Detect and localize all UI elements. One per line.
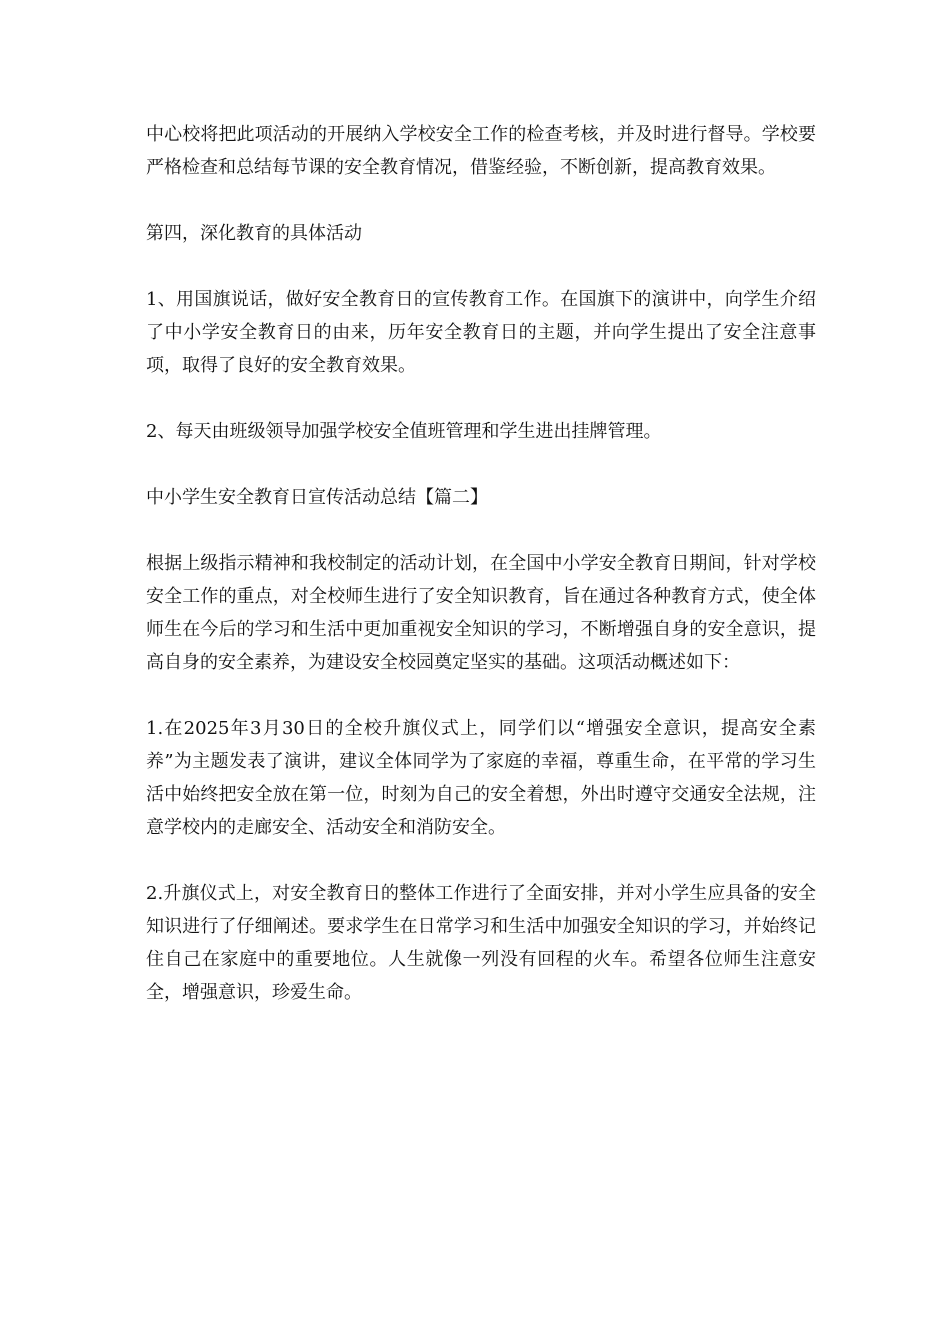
section-heading-activities: 第四，深化教育的具体活动: [146, 223, 362, 244]
article-title-part-two: 中小学生安全教育日宣传活动总结【篇二】: [146, 487, 488, 508]
paragraph-inspection: 中心校将把此项活动的开展纳入学校安全工作的检查考核，并及时进行督导。学校要严格检查和总结每节课的安全教育情况，借鉴经验，不断创新，提高教育效果。: [146, 124, 816, 178]
paragraph-item-1: 1.在2025年3月30日的全校升旗仪式上，同学们以“增强安全意识，提高安全素养”为主题发表了演讲，建议全体同学为了家庭的幸福，尊重生命，在平常的学习生活中始终把安全放在第一位，时刻为自己的安全着想，外出时遵守交通安全法规，注意学校内的走廊安全、活动安全和消防安全。: [146, 718, 816, 838]
document-body: [146, 118, 816, 1042]
paragraph-overview: 根据上级指示精神和我校制定的活动计划，在全国中小学安全教育日期间，针对学校安全工作的重点，对全校师生进行了安全知识教育，旨在通过各种教育方式，使全体师生在今后的学习和生活中更加重视安全知识的学习，不断增强自身的安全意识，提高自身的安全素养，为建设安全校园奠定坚实的基础。这项活动概述如下：: [146, 553, 816, 673]
paragraph-item-2: 2.升旗仪式上，对安全教育日的整体工作进行了全面安排，并对小学生应具备的安全知识进行了仔细阐述。要求学生在日常学习和生活中加强安全知识的学习，并始终记住自己在家庭中的重要地位。人生就像一列没有回程的火车。希望各位师生注意安全，增强意识，珍爱生命。: [146, 883, 816, 1003]
paragraph-flag-speech: 1、用国旗说话，做好安全教育日的宣传教育工作。在国旗下的演讲中，向学生介绍了中小学安全教育日的由来，历年安全教育日的主题，并向学生提出了安全注意事项，取得了良好的安全教育效果。: [146, 289, 816, 376]
paragraph-duty-management: 2、每天由班级领导加强学校安全值班管理和学生进出挂牌管理。: [146, 421, 662, 442]
